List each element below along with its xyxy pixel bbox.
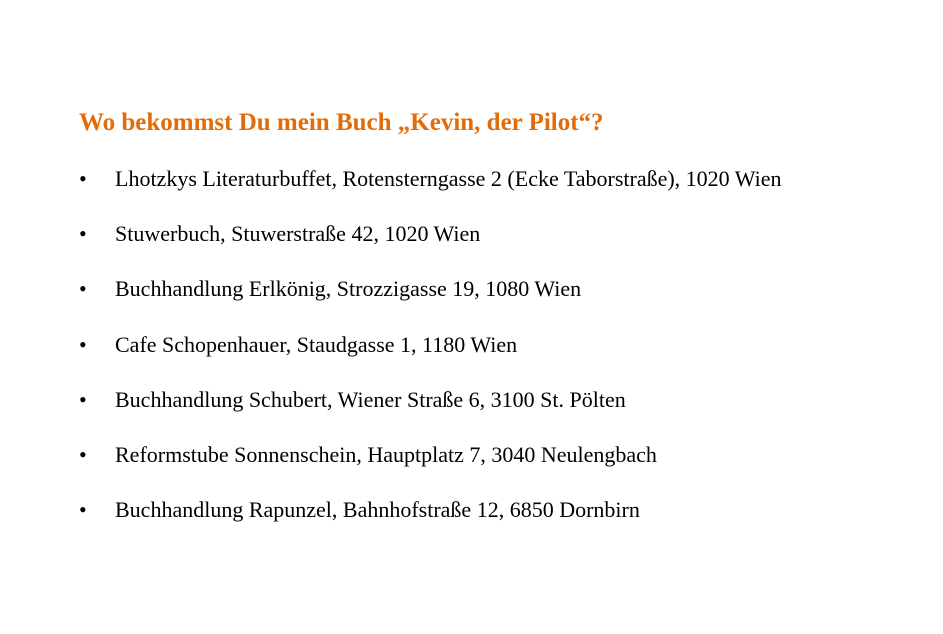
bullet-icon: • — [79, 441, 87, 467]
bullet-icon: • — [79, 166, 87, 191]
store-entry: Stuwerbuch, Stuwerstraße 42, 1020 Wien — [115, 221, 481, 247]
bullet-icon: • — [79, 276, 87, 302]
store-entry: Buchhandlung Erlkönig, Strozzigasse 19, 1080 Wien — [115, 276, 582, 302]
store-entry: Lhotzkys Literaturbuffet, Rotensterngasse 2 (Ecke Taborstraße), 1020 Wien — [115, 166, 782, 191]
bullet-icon: • — [79, 497, 87, 523]
document-heading: Wo bekommst Du mein Buch „Kevin, der Pilot“? — [79, 109, 604, 136]
store-entry: Reformstube Sonnenschein, Hauptplatz 7, 3040 Neulengbach — [115, 441, 657, 467]
bullet-icon: • — [79, 386, 87, 412]
bullet-icon: • — [79, 331, 87, 357]
bullet-icon: • — [79, 221, 87, 247]
store-entry: Cafe Schopenhauer, Staudgasse 1, 1180 Wien — [115, 331, 518, 357]
store-entry: Buchhandlung Schubert, Wiener Straße 6, 3100 St. Pölten — [115, 386, 626, 412]
store-entry: Buchhandlung Rapunzel, Bahnhofstraße 12, 6850 Dornbirn — [115, 497, 640, 523]
